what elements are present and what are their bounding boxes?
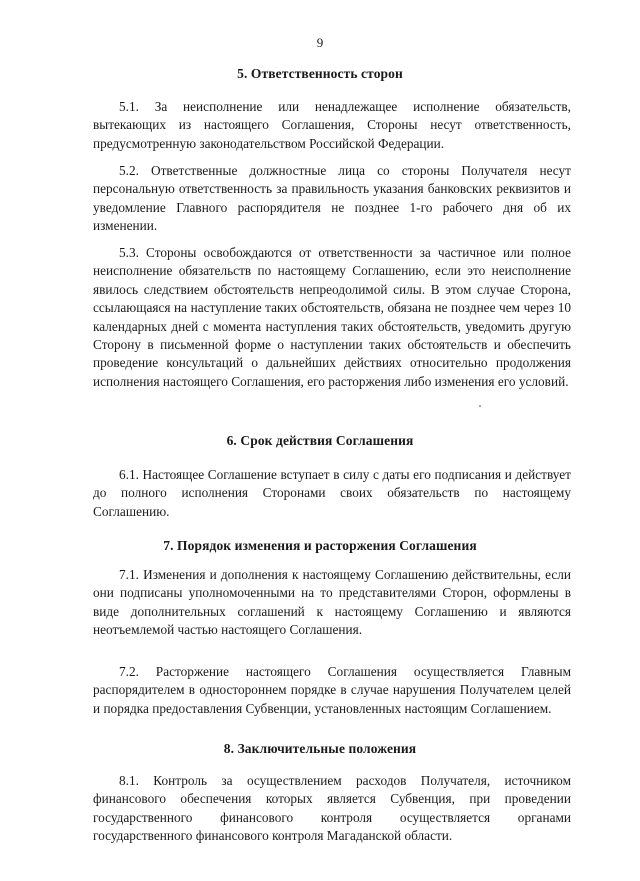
paragraph-8-1: 8.1. Контроль за осуществлением расходов Получателя, источником финансового обеспечения которых является Субвенция, при проведении государственного финансового контроля осуществляется органами государственного финансового контроля Магаданской области.: [93, 773, 571, 844]
paragraph-5-3: 5.3. Стороны освобождаются от ответственности за частичное или полное неисполнение обязательств по настоящему Соглашению, если это неисполнение явилось следствием обстоятельств непреодолимой силы. В этом случае Сторона, ссылающаяся на наступление таких обстоятельств, обязана не позднее чем через 10 календарных дней с момента наступления таких обстоятельств, уведомить другую Сторону в письменной форме о наступлении таких обстоятельств и обеспечить проведение консультаций о дальнейших действиях относительно продолжения исполнения настоящего Соглашения, его расторжения либо изменения его условий.: [93, 245, 571, 389]
paragraph-5-1: 5.1. За неисполнение или ненадлежащее исполнение обязательств, вытекающих из настоящего Соглашения, Стороны несут ответственность, предусмотренную законодательством Российской Федерации.: [93, 99, 571, 151]
section-8-heading: 8. Заключительные положения: [223, 741, 417, 756]
paragraph-6-1: 6.1. Настоящее Соглашение вступает в силу с даты его подписания и действует до полного исполнения Сторонами своих обязательств по настоящему Соглашению.: [93, 467, 571, 519]
scan-artifact-dot: [479, 405, 481, 407]
section-5-heading: 5. Ответственность сторон: [237, 66, 403, 81]
section-6-heading: 6. Срок действия Соглашения: [226, 433, 414, 448]
page-number: 9: [316, 35, 324, 50]
paragraph-5-2: 5.2. Ответственные должностные лица со стороны Получателя несут персональную ответственность за правильность указания банковских реквизитов и уведомление Главного распорядителя не позднее 1-го рабочего дня об их изменении.: [93, 163, 571, 234]
section-7-heading: 7. Порядок изменения и расторжения Соглашения: [163, 538, 477, 553]
paragraph-7-1: 7.1. Изменения и дополнения к настоящему Соглашению действительны, если они подписаны уполномоченными на то представителями Сторон, оформлены в виде дополнительных соглашений к настоящему Соглашению и являются неотъемлемой частью настоящего Соглашения.: [93, 567, 571, 638]
paragraph-7-2: 7.2. Расторжение настоящего Соглашения осуществляется Главным распорядителем в одностороннем порядке в случае нарушения Получателем целей и порядка предоставления Субвенции, установленных настоящим Соглашением.: [93, 664, 571, 716]
